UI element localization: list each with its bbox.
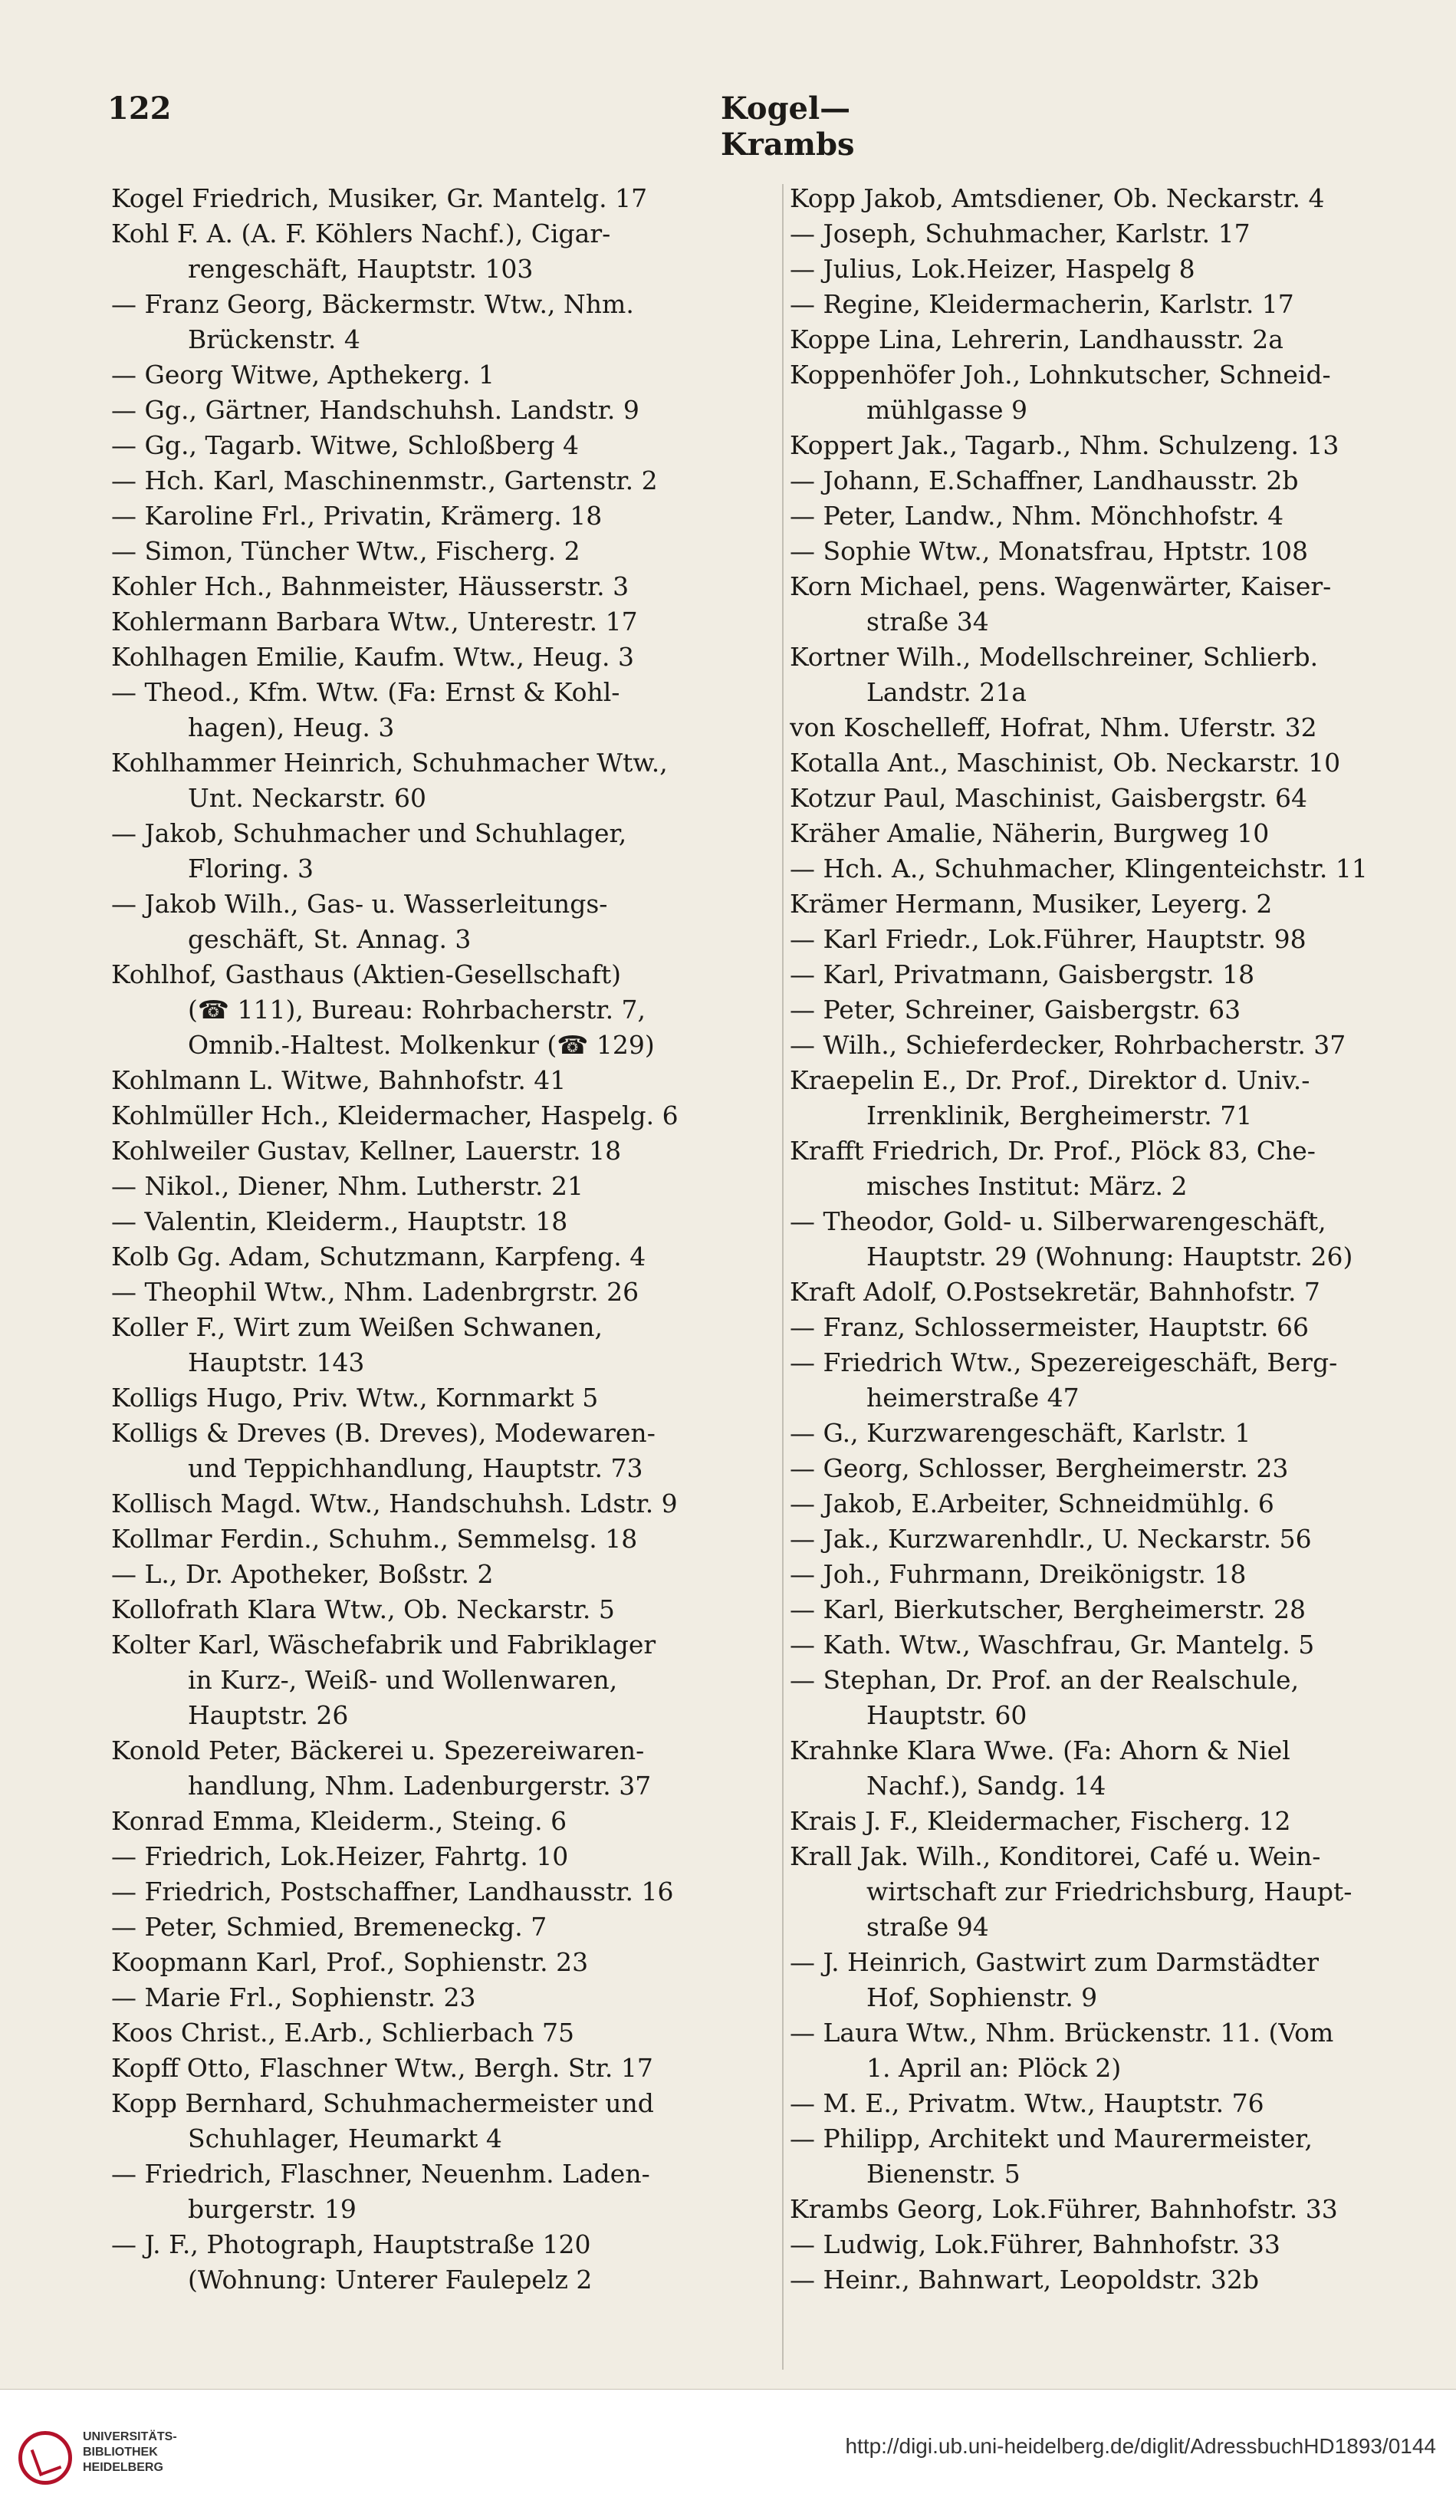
directory-entry (111, 1733, 786, 1804)
entry-continuation-line: rengeschäft, Hauptstr. 103 (188, 254, 534, 284)
directory-entry (790, 640, 1456, 710)
directory-entry (790, 710, 1456, 745)
entry-continuation-line: misches Institut: März. 2 (866, 1171, 1188, 1201)
entry-line: — Stephan, Dr. Prof. an der Realschule, (790, 1665, 1300, 1695)
entry-continuation-line: Hauptstr. 26 (188, 1700, 349, 1730)
entry-continuation-line: 1. April an: Plöck 2) (866, 2053, 1122, 2083)
entry-line: — Laura Wtw., Nhm. Brückenstr. 11. (Vom (790, 2018, 1334, 2048)
entry-line: Kohlmüller Hch., Kleidermacher, Haspelg. 6 (111, 1100, 679, 1130)
directory-entry (111, 1275, 786, 1310)
directory-column-left (111, 181, 786, 2374)
directory-entry (790, 1627, 1456, 1663)
entry-line: Kopp Jakob, Amtsdiener, Ob. Neckarstr. 4 (790, 183, 1325, 213)
entry-line: Kohlhof, Gasthaus (Aktien-Gesellschaft) (111, 959, 622, 989)
entry-line: — Jakob, Schuhmacher und Schuhlager, (111, 818, 627, 848)
entry-continuation-line: Hof, Sophienstr. 9 (866, 1982, 1098, 2012)
directory-entry (111, 816, 786, 887)
directory-entry (790, 1451, 1456, 1486)
directory-entry (790, 1486, 1456, 1522)
entry-continuation-line: geschäft, St. Annag. 3 (188, 924, 472, 954)
entry-line: — Julius, Lok.Heizer, Haspelg 8 (790, 254, 1195, 284)
directory-entry (790, 2086, 1456, 2121)
column-divider (782, 184, 784, 2370)
directory-entry (790, 922, 1456, 957)
entry-line: — Simon, Tüncher Wtw., Fischerg. 2 (111, 536, 580, 566)
directory-entry (111, 569, 786, 604)
directory-entry (790, 957, 1456, 992)
entry-line: — Theod., Kfm. Wtw. (Fa: Ernst & Kohl- (111, 677, 620, 707)
entry-line: — Georg, Schlosser, Bergheimerstr. 23 (790, 1453, 1289, 1483)
source-url-link[interactable]: http://digi.ub.uni-heidelberg.de/diglit/AdressbuchHD1893/0144 (845, 2434, 1436, 2458)
entry-line: — Peter, Landw., Nhm. Mönchhofstr. 4 (790, 501, 1284, 531)
entry-continuation-line: Nachf.), Sandg. 14 (866, 1771, 1106, 1801)
page-header (107, 71, 905, 163)
entry-line: — Gg., Tagarb. Witwe, Schloßberg 4 (111, 430, 580, 460)
entry-line: Kohlmann L. Witwe, Bahnhofstr. 41 (111, 1065, 567, 1095)
entry-line: — Jakob Wilh., Gas- u. Wasserleitungs- (111, 889, 608, 919)
directory-entry (111, 1239, 786, 1275)
directory-entry (111, 1098, 786, 1133)
directory-entry (790, 2015, 1456, 2086)
directory-entry (790, 2262, 1456, 2298)
entry-continuation-line: burgerstr. 19 (188, 2194, 357, 2224)
directory-entry (790, 2227, 1456, 2262)
directory-entry (790, 1416, 1456, 1451)
entry-line: Konrad Emma, Kleiderm., Steing. 6 (111, 1806, 567, 1836)
directory-entry (790, 1345, 1456, 1416)
directory-entry (111, 1380, 786, 1416)
entry-line: — G., Kurzwarengeschäft, Karlstr. 1 (790, 1418, 1251, 1448)
entry-line: — J. Heinrich, Gastwirt zum Darmstädter (790, 1947, 1320, 1977)
footer (0, 2389, 1456, 2520)
directory-entry (790, 498, 1456, 534)
directory-entry (790, 1028, 1456, 1063)
entry-continuation-line: Bienenstr. 5 (866, 2159, 1021, 2189)
directory-entry (111, 2156, 786, 2227)
directory-entry (790, 1204, 1456, 1275)
entry-line: von Koschelleff, Hofrat, Nhm. Uferstr. 32 (790, 712, 1317, 742)
directory-entry (790, 428, 1456, 463)
entry-line: — Jakob, E.Arbeiter, Schneidmühlg. 6 (790, 1489, 1274, 1518)
directory-entry (790, 2121, 1456, 2192)
directory-entry (111, 1804, 786, 1839)
entry-continuation-line: Floring. 3 (188, 854, 314, 883)
entry-line: — Peter, Schreiner, Gaisbergstr. 63 (790, 995, 1241, 1025)
entry-continuation-line: wirtschaft zur Friedrichsburg, Haupt- (866, 1877, 1352, 1906)
entry-line: — Marie Frl., Sophienstr. 23 (111, 1982, 476, 2012)
entry-line: — Franz, Schlossermeister, Hauptstr. 66 (790, 1312, 1310, 1342)
entry-line: — Friedrich, Lok.Heizer, Fahrtg. 10 (111, 1841, 569, 1871)
running-head: Kogel—Krambs (721, 90, 855, 163)
directory-entry (790, 252, 1456, 287)
page-number: 122 (107, 90, 172, 127)
directory-entry (111, 357, 786, 393)
entry-continuation-line: Hauptstr. 29 (Wohnung: Hauptstr. 26) (866, 1242, 1353, 1272)
entry-continuation-line: mühlgasse 9 (866, 395, 1028, 425)
entry-continuation-line: in Kurz-, Weiß- und Wollenwaren, (188, 1665, 618, 1695)
entry-line: — Friedrich, Postschaffner, Landhausstr. 16 (111, 1877, 674, 1906)
directory-entry (111, 887, 786, 957)
directory-entry (790, 1804, 1456, 1839)
directory-entry (790, 1557, 1456, 1592)
entry-continuation-line: Hauptstr. 60 (866, 1700, 1027, 1730)
entry-line: Kolter Karl, Wäschefabrik und Fabriklager (111, 1630, 656, 1660)
entry-continuation-line: hagen), Heug. 3 (188, 712, 395, 742)
entry-continuation-line: Brückenstr. 4 (188, 324, 360, 354)
entry-line: — Joseph, Schuhmacher, Karlstr. 17 (790, 219, 1251, 248)
entry-line: Krambs Georg, Lok.Führer, Bahnhofstr. 33 (790, 2194, 1338, 2224)
entry-line: Kolligs & Dreves (B. Dreves), Modewaren- (111, 1418, 656, 1448)
entry-line: — Friedrich Wtw., Spezereigeschäft, Berg- (790, 1347, 1338, 1377)
entry-line: — Hch. A., Schuhmacher, Klingenteichstr. 11 (790, 854, 1368, 883)
directory-entry (790, 781, 1456, 816)
directory-entry (111, 216, 786, 287)
directory-entry (111, 675, 786, 745)
entry-line: — Jak., Kurzwarenhdlr., U. Neckarstr. 56 (790, 1524, 1312, 1554)
entry-line: Krämer Hermann, Musiker, Leyerg. 2 (790, 889, 1273, 919)
directory-entry (790, 1733, 1456, 1804)
logo-text-line: UNIVERSITÄTS- (83, 2430, 177, 2443)
entry-line: Kolb Gg. Adam, Schutzmann, Karpfeng. 4 (111, 1242, 646, 1272)
entry-line: Kohlhammer Heinrich, Schuhmacher Wtw., (111, 748, 668, 778)
library-logo-text (83, 2430, 177, 2476)
entry-continuation-line: Hauptstr. 143 (188, 1347, 365, 1377)
entry-continuation-line: Schuhlager, Heumarkt 4 (188, 2124, 502, 2153)
entry-continuation-line: Unt. Neckarstr. 60 (188, 783, 426, 813)
directory-entry (111, 1310, 786, 1380)
directory-entry (111, 1592, 786, 1627)
library-logo[interactable] (18, 2425, 195, 2486)
entry-line: Koopmann Karl, Prof., Sophienstr. 23 (111, 1947, 589, 1977)
entry-continuation-line: Omnib.-Haltest. Molkenkur (☎ 129) (188, 1030, 655, 1060)
entry-line: — Karl Friedr., Lok.Führer, Hauptstr. 98 (790, 924, 1306, 954)
entry-line: Koppe Lina, Lehrerin, Landhausstr. 2a (790, 324, 1283, 354)
entry-continuation-line: handlung, Nhm. Ladenburgerstr. 37 (188, 1771, 652, 1801)
entry-line: Kollofrath Klara Wtw., Ob. Neckarstr. 5 (111, 1594, 615, 1624)
entry-line: — Gg., Gärtner, Handschuhsh. Landstr. 9 (111, 395, 639, 425)
directory-entry (111, 1839, 786, 1874)
directory-entry (790, 1839, 1456, 1945)
directory-entry (111, 2015, 786, 2051)
directory-entry (111, 745, 786, 816)
directory-entry (790, 1275, 1456, 1310)
entry-line: — Joh., Fuhrmann, Dreikönigstr. 18 (790, 1559, 1247, 1589)
directory-entry (790, 851, 1456, 887)
entry-line: — J. F., Photograph, Hauptstraße 120 (111, 2229, 591, 2259)
entry-line: Kolligs Hugo, Priv. Wtw., Kornmarkt 5 (111, 1383, 599, 1413)
directory-entry (790, 181, 1456, 216)
entry-line: — Peter, Schmied, Bremeneckg. 7 (111, 1912, 547, 1942)
directory-entry (790, 1663, 1456, 1733)
directory-entry (790, 816, 1456, 851)
entry-line: Kohler Hch., Bahnmeister, Häusserstr. 3 (111, 571, 629, 601)
directory-entry (790, 534, 1456, 569)
entry-line: Kohlhagen Emilie, Kaufm. Wtw., Heug. 3 (111, 642, 635, 672)
entry-line: — Heinr., Bahnwart, Leopoldstr. 32b (790, 2265, 1260, 2295)
entry-line: Krall Jak. Wilh., Konditorei, Café u. Wein- (790, 1841, 1321, 1871)
entry-line: — Johann, E.Schaffner, Landhausstr. 2b (790, 466, 1299, 495)
directory-entry (111, 1874, 786, 1910)
directory-entry (111, 1416, 786, 1486)
directory-entry (790, 2192, 1456, 2227)
entry-continuation-line: straße 94 (866, 1912, 989, 1942)
entry-line: — Sophie Wtw., Monatsfrau, Hptstr. 108 (790, 536, 1309, 566)
entry-line: Koos Christ., E.Arb., Schlierbach 75 (111, 2018, 574, 2048)
entry-line: — Ludwig, Lok.Führer, Bahnhofstr. 33 (790, 2229, 1280, 2259)
entry-continuation-line: (☎ 111), Bureau: Rohrbacherstr. 7, (188, 995, 646, 1025)
entry-continuation-line: Landstr. 21a (866, 677, 1027, 707)
directory-entry (111, 1204, 786, 1239)
directory-entry (790, 1592, 1456, 1627)
entry-continuation-line: und Teppichhandlung, Hauptstr. 73 (188, 1453, 643, 1483)
directory-entry (111, 1063, 786, 1098)
entry-line: Kollisch Magd. Wtw., Handschuhsh. Ldstr. 9 (111, 1489, 678, 1518)
entry-line: — Theodor, Gold- u. Silberwarengeschäft, (790, 1206, 1326, 1236)
directory-entry (111, 1627, 786, 1733)
directory-entry (111, 604, 786, 640)
directory-entry (111, 1133, 786, 1169)
entry-line: — Theophil Wtw., Nhm. Ladenbrgrstr. 26 (111, 1277, 639, 1307)
entry-line: — Valentin, Kleiderm., Hauptstr. 18 (111, 1206, 568, 1236)
directory-entry (111, 287, 786, 357)
entry-line: Kortner Wilh., Modellschreiner, Schlierb. (790, 642, 1319, 672)
entry-line: Koller F., Wirt zum Weißen Schwanen, (111, 1312, 603, 1342)
directory-entry (790, 216, 1456, 252)
directory-entry (790, 1945, 1456, 2015)
entry-line: — Georg Witwe, Apthekerg. 1 (111, 360, 495, 390)
directory-entry (111, 1980, 786, 2015)
entry-line: Korn Michael, pens. Wagenwärter, Kaiser- (790, 571, 1332, 601)
entry-line: Kollmar Ferdin., Schuhm., Semmelsg. 18 (111, 1524, 638, 1554)
entry-line: — Friedrich, Flaschner, Neuenhm. Laden- (111, 2159, 650, 2189)
entry-line: — Karl, Privatmann, Gaisbergstr. 18 (790, 959, 1255, 989)
directory-entry (111, 181, 786, 216)
directory-entry (790, 1310, 1456, 1345)
entry-line: Krais J. F., Kleidermacher, Fischerg. 12 (790, 1806, 1291, 1836)
directory-entry (111, 640, 786, 675)
entry-line: Kraepelin E., Dr. Prof., Direktor d. Univ.- (790, 1065, 1310, 1095)
entry-line: — M. E., Privatm. Wtw., Hauptstr. 76 (790, 2088, 1264, 2118)
logo-text-line: HEIDELBERG (83, 2461, 163, 2474)
entry-line: Krafft Friedrich, Dr. Prof., Plöck 83, Che- (790, 1136, 1316, 1166)
directory-entry (111, 393, 786, 428)
entry-line: Kotzur Paul, Maschinist, Gaisbergstr. 64 (790, 783, 1308, 813)
directory-entry (790, 322, 1456, 357)
directory-entry (111, 463, 786, 498)
directory-entry (111, 1486, 786, 1522)
entry-line: — L., Dr. Apotheker, Boßstr. 2 (111, 1559, 494, 1589)
entry-line: — Regine, Kleidermacherin, Karlstr. 17 (790, 289, 1294, 319)
directory-entry (111, 1522, 786, 1557)
directory-entry (111, 428, 786, 463)
directory-entry (790, 745, 1456, 781)
directory-entry (790, 463, 1456, 498)
entry-line: Kohl F. A. (A. F. Köhlers Nachf.), Cigar- (111, 219, 611, 248)
entry-line: — Wilh., Schieferdecker, Rohrbacherstr. 37 (790, 1030, 1346, 1060)
entry-continuation-line: Irrenklinik, Bergheimerstr. 71 (866, 1100, 1253, 1130)
logo-text-line: BIBLIOTHEK (83, 2446, 158, 2459)
entry-line: Kopp Bernhard, Schuhmachermeister und (111, 2088, 654, 2118)
directory-entry (111, 2227, 786, 2298)
entry-continuation-line: heimerstraße 47 (866, 1383, 1080, 1413)
entry-line: Kogel Friedrich, Musiker, Gr. Mantelg. 17 (111, 183, 648, 213)
directory-entry (111, 1945, 786, 1980)
directory-entry (790, 992, 1456, 1028)
entry-line: — Hch. Karl, Maschinenmstr., Gartenstr. 2 (111, 466, 658, 495)
directory-entry (790, 887, 1456, 922)
entry-line: — Philipp, Architekt und Maurermeister, (790, 2124, 1313, 2153)
entry-continuation-line: straße 34 (866, 607, 989, 637)
directory-column-right (790, 181, 1456, 2374)
entry-line: Kotalla Ant., Maschinist, Ob. Neckarstr. 10 (790, 748, 1341, 778)
entry-line: Kohlermann Barbara Wtw., Unterestr. 17 (111, 607, 638, 637)
entry-line: — Karoline Frl., Privatin, Krämerg. 18 (111, 501, 603, 531)
entry-line: — Nikol., Diener, Nhm. Lutherstr. 21 (111, 1171, 583, 1201)
entry-line: — Franz Georg, Bäckermstr. Wtw., Nhm. (111, 289, 634, 319)
entry-line: Kräher Amalie, Näherin, Burgweg 10 (790, 818, 1270, 848)
directory-entry (790, 357, 1456, 428)
directory-entry (111, 957, 786, 1063)
entry-line: — Karl, Bierkutscher, Bergheimerstr. 28 (790, 1594, 1306, 1624)
directory-entry (111, 2051, 786, 2086)
entry-line: Krahnke Klara Wwe. (Fa: Ahorn & Niel (790, 1735, 1290, 1765)
directory-entry (790, 569, 1456, 640)
directory-entry (111, 1910, 786, 1945)
entry-line: Kopff Otto, Flaschner Wtw., Bergh. Str. 17 (111, 2053, 653, 2083)
directory-entry (790, 1522, 1456, 1557)
entry-line: Kohlweiler Gustav, Kellner, Lauerstr. 18 (111, 1136, 622, 1166)
directory-entry (790, 287, 1456, 322)
entry-line: Koppert Jak., Tagarb., Nhm. Schulzeng. 13 (790, 430, 1339, 460)
directory-entry (790, 1133, 1456, 1204)
directory-entry (111, 498, 786, 534)
directory-entry (111, 2086, 786, 2156)
entry-line: Konold Peter, Bäckerei u. Spezereiwaren- (111, 1735, 645, 1765)
directory-entry (790, 1063, 1456, 1133)
directory-entry (111, 534, 786, 569)
entry-line: Koppenhöfer Joh., Lohnkutscher, Schneid- (790, 360, 1331, 390)
entry-line: Kraft Adolf, O.Postsekretär, Bahnhofstr. 7 (790, 1277, 1320, 1307)
library-seal-icon (18, 2431, 72, 2485)
entry-continuation-line: (Wohnung: Unterer Faulepelz 2 (188, 2265, 593, 2295)
directory-entry (111, 1557, 786, 1592)
entry-line: — Kath. Wtw., Waschfrau, Gr. Mantelg. 5 (790, 1630, 1315, 1660)
directory-entry (111, 1169, 786, 1204)
